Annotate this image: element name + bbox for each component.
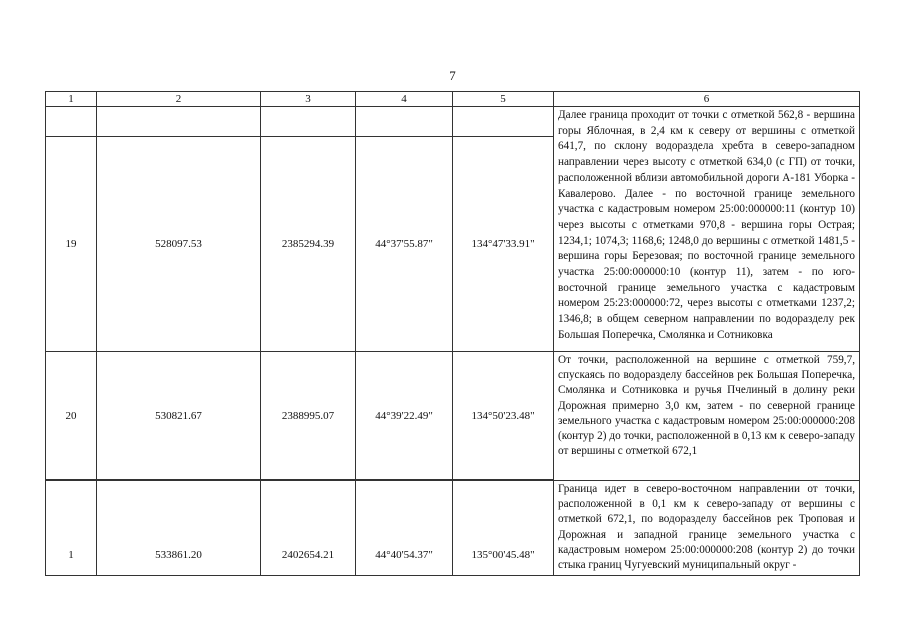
x-coordinate-cell: 528097.53 <box>97 137 261 352</box>
page-number: 7 <box>449 68 456 83</box>
boundary-description-cell: От точки, расположенной на вершине с отметкой 759,7, спускаясь по водоразделу бассейнов рек Большая Поперечка, Смолянка и Сотниковка и ручья Пчелиный в долину реки Дорожная примерно 3,0 км, затем - по северной границе земельного участка с кадастровым номером 25:00:000000:208 (контур 2) до точки, расположенной в 0,13 км к северо-западу от вершины с отметкой 672,1 <box>554 352 860 481</box>
header-cell: 6 <box>554 92 860 107</box>
header-cell: 1 <box>46 92 97 107</box>
point-number-cell: 1 <box>46 481 97 576</box>
header-cell: 4 <box>356 92 453 107</box>
longitude-cell: 135°00'45.48" <box>453 481 554 576</box>
x-coordinate-cell: 530821.67 <box>97 352 261 480</box>
y-coordinate-cell: 2385294.39 <box>261 137 356 352</box>
longitude-cell: 134°50'23.48" <box>453 352 554 480</box>
boundary-description-cell: Граница идет в северо-восточном направлении от точки, расположенной в 0,1 км к северо-западу от вершины с отметкой 672,1, по водоразделу бассейнов рек Троповая и Дорожная и западной границе земельного участка с кадастровым номером 25:00:000000:208 (контур 2) до точки стыка границ Чугуевский муниципальный округ - <box>554 481 860 576</box>
point-number-cell: 19 <box>46 137 97 352</box>
x-coordinate-cell: 533861.20 <box>97 481 261 576</box>
header-cell: 5 <box>453 92 554 107</box>
point-number-cell: 20 <box>46 352 97 480</box>
header-cell: 3 <box>261 92 356 107</box>
boundary-description-cell: Далее граница проходит от точки с отметкой 562,8 - вершина горы Яблочная, в 2,4 км к северу от вершины с отметкой 641,7, по склону водораздела хребта в северо-западном направлении через высоту с отметкой 634,0 (с ГП) от точки, расположенной вблизи автомобильной дороги А-181 Уборка - Кавалерово. Далее - по восточной границе земельного участка с кадастровым номером 25:00:000000:11 (контур 10) через высоты с отметками 970,8 - вершина горы Острая; 1234,1; 1074,3; 1168,6; 1248,0 до вершины с отметкой 1481,5 - вершина горы Березовая; по восточной границе земельного участка 25:00:000000:10 (контур 11), затем - по юго-восточной границе земельного участка с кадастровым номером 25:23:000000:72, через высоты с отметками 1237,2; 1346,8; в общем северном направлении по водоразделу рек Большая Поперечка, Смолянка и Сотниковка <box>554 107 860 352</box>
table-row <box>46 107 860 137</box>
header-cell: 2 <box>97 92 261 107</box>
header-row <box>46 92 860 107</box>
table-row <box>46 352 860 480</box>
boundary-table <box>45 91 860 576</box>
latitude-cell: 44°40'54.37" <box>356 481 453 576</box>
latitude-cell: 44°39'22.49" <box>356 352 453 480</box>
longitude-cell: 134°47'33.91" <box>453 137 554 352</box>
latitude-cell <box>356 107 453 137</box>
y-coordinate-cell <box>261 107 356 137</box>
y-coordinate-cell: 2402654.21 <box>261 481 356 576</box>
latitude-cell: 44°37'55.87" <box>356 137 453 352</box>
y-coordinate-cell: 2388995.07 <box>261 352 356 480</box>
point-number-cell <box>46 107 97 137</box>
longitude-cell <box>453 107 554 137</box>
table-row <box>46 481 860 576</box>
x-coordinate-cell <box>97 107 261 137</box>
